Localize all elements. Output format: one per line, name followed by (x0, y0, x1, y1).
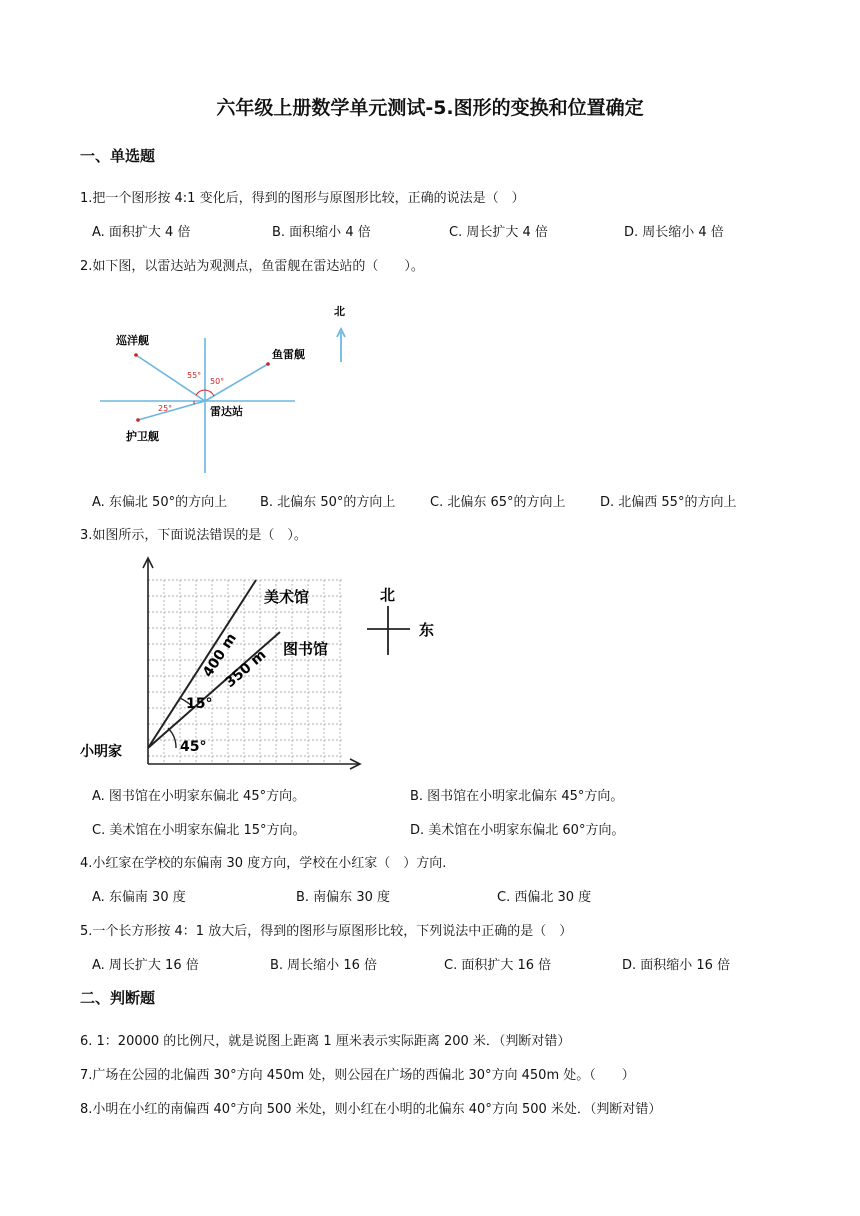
map-grid-figure (80, 550, 450, 775)
angle-50-label: 50° (210, 377, 225, 386)
torpedo-ship-label: 鱼雷舰 (272, 348, 305, 361)
angle-15-label: 15° (186, 696, 213, 712)
torpedo-ship-point (266, 362, 270, 366)
question-1-option-d[interactable]: D. 周长缩小 4 倍 (624, 225, 724, 240)
question-2-option-a[interactable]: A. 东偏北 50°的方向上 (92, 495, 228, 510)
question-4-text: 4.小红家在学校的东偏南 30 度方向，学校在小红家（ ）方向. (80, 856, 447, 871)
radar-station-figure (100, 298, 370, 478)
question-2-option-d[interactable]: D. 北偏西 55°的方向上 (600, 495, 737, 510)
question-4-option-b[interactable]: B. 南偏东 30 度 (296, 890, 390, 905)
question-1-option-a[interactable]: A. 面积扩大 4 倍 (92, 225, 191, 240)
question-8-text: 8.小明在小红的南偏西 40°方向 500 米处，则小红在小明的北偏东 40°方向 500 米处．（判断对错） (80, 1102, 662, 1117)
question-2-option-c[interactable]: C. 北偏东 65°的方向上 (430, 495, 566, 510)
distance-400-label: 400 m (199, 630, 240, 681)
question-4-option-c[interactable]: C. 西偏北 30 度 (497, 890, 592, 905)
north-label: 北 (334, 305, 345, 318)
radar-station-label: 雷达站 (210, 405, 243, 418)
section-heading-true-false: 二、判断题 (80, 989, 156, 1007)
section-heading-single-choice: 一、单选题 (80, 147, 156, 165)
cruiser-label: 巡洋舰 (116, 334, 149, 347)
question-1-option-b[interactable]: B. 面积缩小 4 倍 (272, 225, 371, 240)
compass-east-label: 东 (419, 621, 435, 639)
art-museum-label: 美术馆 (264, 588, 310, 606)
question-5-option-b[interactable]: B. 周长缩小 16 倍 (270, 958, 377, 973)
distance-350-label: 350 m (222, 647, 270, 692)
question-4-option-a[interactable]: A. 东偏南 30 度 (92, 890, 186, 905)
library-label: 图书馆 (283, 640, 329, 658)
compass-north-label: 北 (380, 586, 396, 604)
question-3-option-b[interactable]: B. 图书馆在小明家北偏东 45°方向。 (410, 789, 624, 804)
question-1-option-c[interactable]: C. 周长扩大 4 倍 (449, 225, 548, 240)
question-1-text: 1.把一个图形按 4:1 变化后，得到的图形与原图形比较，正确的说法是（ ） (80, 191, 525, 206)
escort-ship-label: 护卫舰 (126, 430, 159, 443)
arc-50 (205, 390, 214, 396)
question-5-text: 5.一个长方形按 4：1 放大后，得到的图形与原图形比较，下列说法中正确的是（ ） (80, 924, 573, 939)
question-3-option-d[interactable]: D. 美术馆在小明家东偏北 60°方向。 (410, 823, 625, 838)
question-2-text: 2.如下图，以雷达站为观测点，鱼雷舰在雷达站的（ ）。 (80, 259, 424, 274)
page-title: 六年级上册数学单元测试-5.图形的变换和位置确定 (216, 97, 644, 119)
question-5-option-d[interactable]: D. 面积缩小 16 倍 (622, 958, 731, 973)
arc-45 (168, 728, 176, 748)
question-6-text: 6. 1：20000 的比例尺，就是说图上距离 1 厘米表示实际距离 200 米．（判断对错） (80, 1034, 571, 1049)
question-5-option-c[interactable]: C. 面积扩大 16 倍 (444, 958, 552, 973)
question-3-option-a[interactable]: A. 图书馆在小明家东偏北 45°方向。 (92, 789, 306, 804)
angle-25-label: 25° (158, 404, 173, 413)
question-2-option-b[interactable]: B. 北偏东 50°的方向上 (260, 495, 396, 510)
arc-55 (196, 390, 205, 395)
question-3-option-c[interactable]: C. 美术馆在小明家东偏北 15°方向。 (92, 823, 306, 838)
escort-ship-point (136, 418, 140, 422)
home-label: 小明家 (80, 744, 122, 760)
question-5-option-a[interactable]: A. 周长扩大 16 倍 (92, 958, 199, 973)
cruiser-point (134, 353, 138, 357)
angle-45-label: 45° (180, 739, 207, 755)
question-7-text: 7.广场在公园的北偏西 30°方向 450m 处，则公园在广场的西偏北 30°方向 450m 处。（ ） (80, 1068, 635, 1083)
angle-55-label: 55° (187, 371, 202, 380)
question-3-text: 3.如图所示，下面说法错误的是（ ）。 (80, 528, 307, 543)
